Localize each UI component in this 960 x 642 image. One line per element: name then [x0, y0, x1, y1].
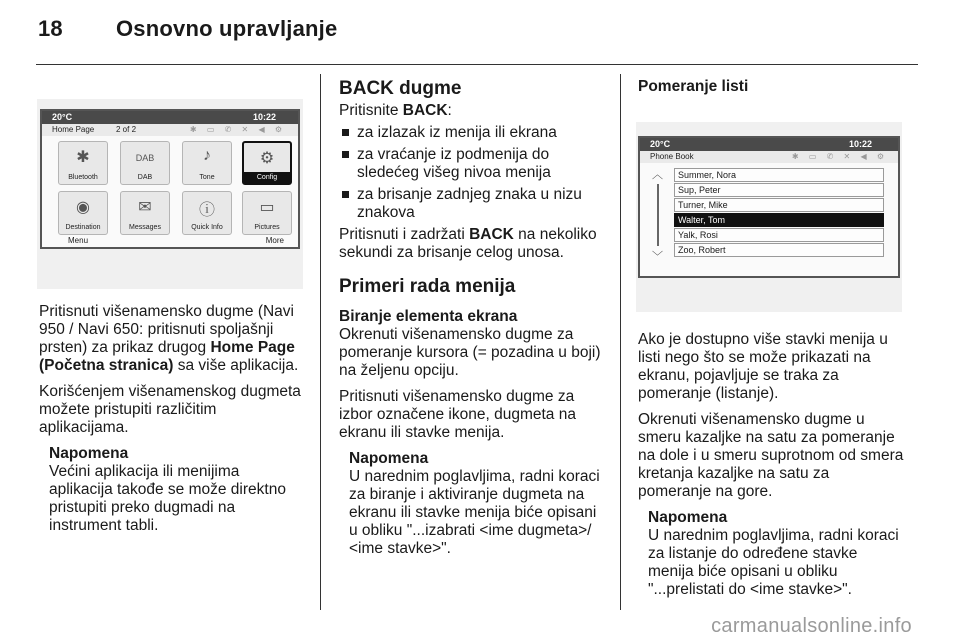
heading-back-button: BACK dugme	[339, 78, 462, 99]
paragraph-hold-back: Pritisnuti i zadržati BACK na nekoliko sekundi za brisanje celog unosa.	[339, 226, 597, 261]
tile-dab[interactable]: DAB DAB	[120, 141, 170, 185]
status-icons: ✱ ▭ ✆ ✕ ◀ ⚙	[189, 125, 286, 134]
sub-bar	[42, 124, 298, 136]
list-item-selected[interactable]: Walter, Tom	[674, 213, 884, 227]
gear-icon: ⚙	[259, 150, 275, 167]
temperature: 20°C	[52, 112, 73, 122]
dab-icon: DAB	[135, 153, 155, 163]
paragraph-rotate-knob: Okrenuti višenamensko dugme za pomeranje kursora (= pozadina u boji) na željenu opciju.	[339, 326, 601, 379]
note-text: U narednim poglavljima, radni koraci za biranje i aktiviranje dugmeta na ekranu ili stavke menija biće opisani u obliku "...izabrati <ime dugmeta>/ <ime stavke>".	[349, 468, 600, 557]
temperature: 20°C	[650, 139, 671, 149]
note-title: Napomena	[49, 445, 129, 462]
clock: 10:22	[848, 139, 872, 149]
list-item: za vraćanje iz podmenija do sledećeg višeg nivoa menija	[339, 146, 607, 182]
more-button[interactable]: More	[265, 236, 284, 245]
middle-column-text	[339, 78, 607, 558]
note-text: U narednim poglavljima, radni koraci za listanje do određene stavke menija biće opisani u obliku "...prelistati do <ime stavke>".	[648, 527, 899, 598]
tile-quick-info[interactable]: ⓘ Quick Info	[182, 191, 232, 235]
destination-icon: ◉	[76, 199, 90, 216]
home-screen-figure	[37, 99, 303, 289]
paragraph-scrollbar: Ako je dostupno više stavki menija u listi nego što se može prikazati na ekranu, pojavljuje se traka za pomeranje (listanje).	[638, 331, 888, 402]
back-bullet-list	[339, 124, 607, 222]
note-box	[49, 445, 304, 535]
watermark: carmanualsonline.info	[711, 615, 912, 637]
scrollbar[interactable]	[657, 184, 659, 246]
paragraph-applications: Korišćenjem višenamenskog dugmeta možete pristupiti različitim aplikacijama.	[39, 383, 301, 436]
heading-menu-examples: Primeri rada menija	[339, 276, 516, 297]
scroll-up-icon[interactable]: ︿	[652, 169, 663, 181]
tile-tone[interactable]: ♪ Tone	[182, 141, 232, 185]
paragraph-press-back: Pritisnite BACK:	[339, 102, 452, 119]
home-page-label: Home Page	[52, 125, 95, 134]
status-bar	[640, 138, 898, 151]
list-item[interactable]: Summer, Nora	[674, 168, 884, 182]
tile-pictures[interactable]: ▭ Pictures	[242, 191, 292, 235]
right-column-heading	[638, 78, 906, 96]
sub-bar	[640, 151, 898, 163]
heading-scroll-lists: Pomeranje listi	[638, 78, 749, 95]
clock: 10:22	[252, 112, 276, 122]
left-column-text	[39, 303, 304, 535]
status-bar	[42, 111, 298, 124]
tile-destination[interactable]: ◉ Destination	[58, 191, 108, 235]
list-item[interactable]: Yalk, Rosi	[674, 228, 884, 242]
list-item: za izlazak iz menija ili ekrana	[339, 124, 607, 142]
header-rule	[36, 64, 918, 65]
note-title: Napomena	[648, 509, 728, 526]
phone-book-label: Phone Book	[650, 152, 694, 161]
paragraph-press-knob: Pritisnuti višenamensko dugme za izbor označene ikone, dugmeta na ekranu ili stavke menija.	[339, 388, 576, 441]
picture-icon: ▭	[259, 199, 275, 216]
list-item[interactable]: Sup, Peter	[674, 183, 884, 197]
back-term: BACK	[402, 102, 448, 119]
paragraph-rotate-direction: Okrenuti višenamensko dugme u smeru kazaljke na satu za pomeranje na dole i u smeru suprotnom od smera kretanja kazaljke na satu za pomeranje na gore.	[638, 411, 904, 500]
envelope-icon: ✉	[138, 199, 152, 216]
heading-select-element: Biranje elementa ekrana	[339, 308, 518, 325]
info-icon: ⓘ	[198, 202, 215, 219]
menu-button[interactable]: Menu	[68, 236, 89, 245]
page-indicator: 2 of 2	[116, 125, 137, 134]
note-title: Napomena	[349, 450, 429, 467]
tone-icon: ♪	[203, 147, 211, 164]
column-divider-1	[320, 74, 321, 610]
phone-book-screen	[638, 136, 900, 278]
back-term: BACK	[469, 226, 514, 243]
status-icons: ✱ ▭ ✆ ✕ ◀ ⚙	[791, 152, 888, 161]
list-item[interactable]: Turner, Mike	[674, 198, 884, 212]
note-box	[349, 450, 607, 558]
bluetooth-icon: ✱	[76, 149, 90, 166]
page-header	[38, 16, 337, 42]
tile-bluetooth[interactable]: ✱ Bluetooth	[58, 141, 108, 185]
note-text: Većini aplikacija ili menijima aplikacija takođe se može direktno pristupiti preko dugmadi na instrument tabli.	[49, 463, 286, 534]
note-box	[648, 509, 906, 599]
phone-book-figure	[636, 122, 902, 312]
tile-config[interactable]: ⚙ Config	[242, 141, 292, 185]
tile-messages[interactable]: ✉ Messages	[120, 191, 170, 235]
home-page-term: Home Page (Početna stranica)	[39, 339, 295, 374]
right-column-text	[638, 331, 906, 599]
page-number: 18	[38, 16, 63, 41]
page-title: Osnovno upravljanje	[116, 16, 338, 41]
scroll-down-icon[interactable]: ﹀	[652, 251, 663, 263]
list-item[interactable]: Zoo, Robert	[674, 243, 884, 257]
list-item: za brisanje zadnjeg znaka u nizu znakova	[339, 186, 607, 222]
home-screen	[40, 109, 300, 249]
paragraph-home-page: Pritisnuti višenamensko dugme (Navi 950 / Navi 650: pritisnuti spoljašnji prsten) za prikaz drugog Home Page (Početna stranica) sa više aplikacija.	[39, 303, 299, 374]
column-divider-2	[620, 74, 621, 610]
